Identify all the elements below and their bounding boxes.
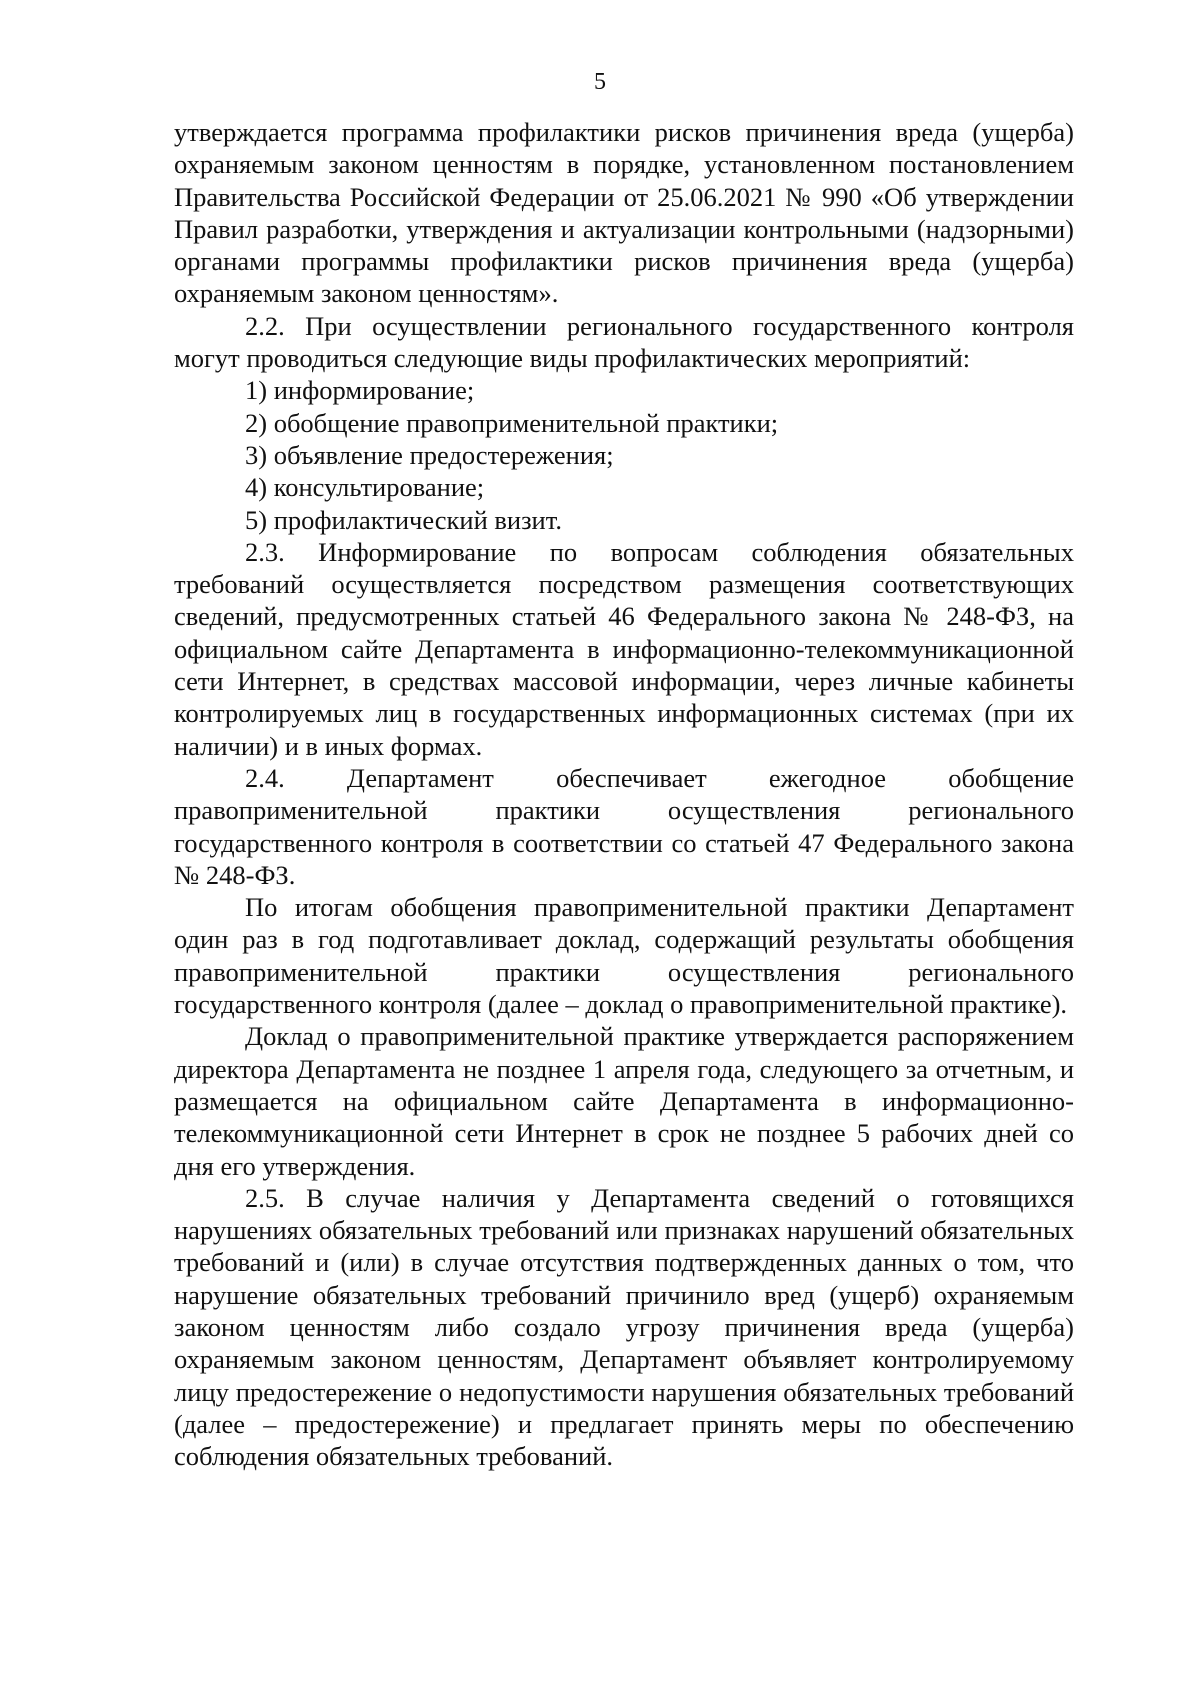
list-item-visit: 5) профилактический визит. (245, 504, 562, 535)
list-item-informing: 1) информирование; (245, 375, 475, 406)
list-item-warning: 3) объявление предостережения; (245, 439, 614, 470)
paragraph-report: По итогам обобщения правоприменительной практики Департамент один раз в год подготавливает доклад, содержащий результаты обобщения правоприменительной практики осуществления регионального государственного контроля (далее – доклад о правоприменительной практике). (174, 892, 1074, 1020)
document-body (174, 116, 1074, 1472)
list-item-generalization: 2) обобщение правоприменительной практики; (245, 407, 779, 438)
paragraph-report-approval: Доклад о правоприменительной практике утверждается распоряжением директора Департамента не позднее 1 апреля года, следующего за отчетным, и размещается на официальном сайте Департамента в информационно-телекоммуникационной сети Интернет в срок не позднее 5 рабочих дней со дня его утверждения. (174, 1021, 1074, 1181)
page-number: 5 (594, 69, 606, 95)
paragraph-2-4: 2.4. Департамент обеспечивает ежегодное обобщение правоприменительной практики осуществления регионального государственного контроля в соответствии со статьей 47 Федерального закона № 248-ФЗ. (174, 762, 1074, 890)
paragraph-2-3: 2.3. Информирование по вопросам соблюдения обязательных требований осуществляется посредством размещения соответствующих сведений, предусмотренных статьей 46 Федерального закона № 248-ФЗ, на официальном сайте Департамента в информационно-телекоммуникационной сети Интернет, в средствах массовой информации, через личные кабинеты контролируемых лиц в государственных информационных системах (при их наличии) и в иных формах. (174, 536, 1074, 761)
list-item-consulting: 4) консультирование; (245, 472, 485, 503)
paragraph-continuation: утверждается программа профилактики рисков причинения вреда (ущерба) охраняемым законом ценностям в порядке, установленном постановлением Правительства Российской Федерации от 25.06.2021 № 990 «Об утверждении Правил разработки, утверждения и актуализации контрольными (надзорными) органами программы профилактики рисков причинения вреда (ущерба) охраняемым законом ценностям». (174, 117, 1074, 309)
paragraph-2-5: 2.5. В случае наличия у Департамента сведений о готовящихся нарушениях обязательных требований или признаках нарушений обязательных требований и (или) в случае отсутствия подтвержденных данных о том, что нарушение обязательных требований причинило вред (ущерб) охраняемым законом ценностям либо создало угрозу причинения вреда (ущерба) охраняемым законом ценностям, Департамент объявляет контролируемому лицу предостережение о недопустимости нарушения обязательных требований (далее – предостережение) и предлагает принять меры по обеспечению соблюдения обязательных требований. (174, 1182, 1074, 1472)
paragraph-2-2: 2.2. При осуществлении регионального государственного контроля могут проводиться следующие виды профилактических мероприятий: (174, 310, 1074, 374)
